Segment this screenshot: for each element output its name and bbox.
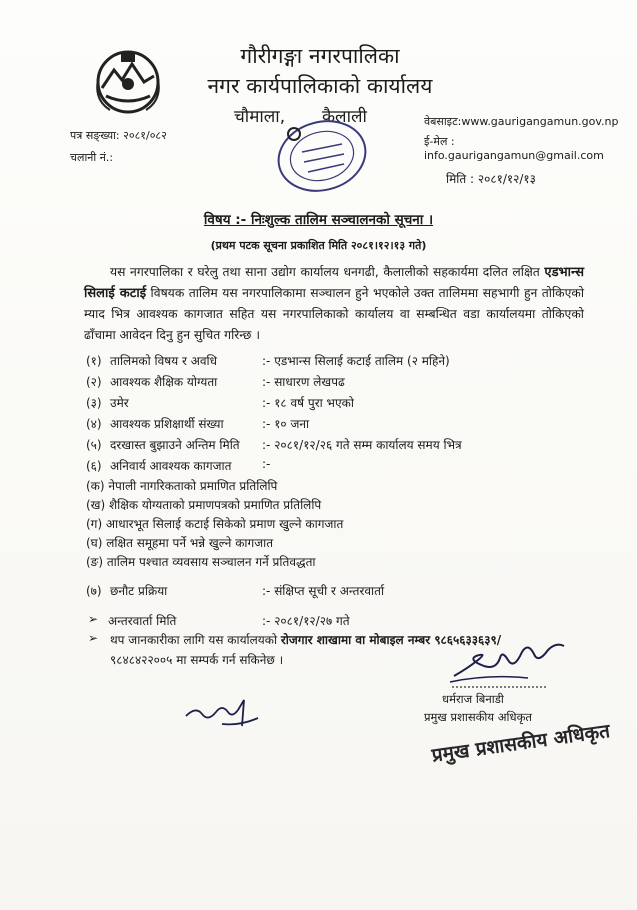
government-emblem-icon (88, 40, 168, 120)
letter-date: मिति : २०८१/१२/१३ (446, 172, 536, 186)
designation-stamp: प्रमुख प्रशासकीय अधिकृत (430, 719, 612, 767)
contact-line-2: ९८४८४२२००५ मा सम्पर्क गर्न सकिनेछ । (110, 653, 284, 667)
detail-num: (१) (86, 354, 102, 368)
interview-label: अन्तरवार्ता मिति (108, 614, 177, 628)
contact-intro: थप जानकारीका लागि यस कार्यालयको (110, 633, 281, 647)
selection-value: :- संक्षिप्त सूची र अन्तरवार्ता (262, 584, 385, 598)
document-item: (ङ) तालिम पश्चात व्यवसाय सञ्चालन गर्ने प्रतिवद्धता (86, 555, 316, 569)
detail-value: :- २०८१/१२/२६ गते सम्म कार्यालय समय भित्र (262, 438, 462, 452)
detail-label: उमेर (110, 396, 129, 410)
document-item: (ग) आधारभूत सिलाई कटाई सिकेको प्रमाण खुल्ने कागजात (86, 517, 344, 531)
detail-value: :- १० जना (262, 417, 310, 431)
document-item: (क) नेपाली नागरिकताको प्रमाणित प्रतिलिपि (86, 479, 278, 493)
arrow-bullet-icon: ➢ (88, 631, 99, 645)
left-signature-icon (182, 696, 262, 732)
signature-dotted-line (452, 684, 548, 690)
detail-label: आवश्यक शैक्षिक योग्यता (110, 375, 218, 389)
office-stamp-icon (272, 116, 372, 196)
dispatch-number: चलानी नं.: (70, 151, 114, 164)
first-publication-note: (प्रथम पटक सूचना प्रकाशित मिति २०८१।१२।१३ गते) (210, 239, 427, 252)
body-part2: विषयक तालिम यस नगरपालिकामा सञ्चालन हुने भएकोले उक्त तालिममा सहभागी हुन तोकिएको म्याद भित्र आवश्यक कागजात सहित यस नगरपालिकाको कार्यालय वा सम्बन्धित वडा कार्यालयमा तोकिएको ढाँचामा आवेदन दिनु हुन सुचित गरिन्छ । (84, 286, 585, 342)
detail-value: :- एडभान्स सिलाई कटाई तालिम (२ महिने) (262, 354, 450, 368)
detail-num: (२) (86, 375, 102, 389)
detail-label: अनिवार्य आवश्यक कागजात (110, 459, 232, 473)
interview-date: :- २०८१/१२/२७ गते (262, 614, 350, 628)
detail-num: (६) (86, 459, 102, 473)
contact-line (110, 631, 501, 648)
detail-label: तालिमको विषय र अवधि (110, 354, 218, 368)
detail-num: (३) (86, 396, 102, 410)
body-paragraph (84, 262, 584, 346)
document-item: (घ) लक्षित समूहमा पर्ने भन्ने खुल्ने कागजात (86, 536, 274, 550)
website: वेबसाइट:www.gaurigangamun.gov.np (424, 115, 619, 128)
selection-num: (७) (86, 584, 102, 598)
subject-line: विषय :- निःशुल्क तालिम सञ्चालनको सूचना । (203, 212, 434, 228)
detail-label: दरखास्त बुझाउने अन्तिम मिति (110, 438, 240, 452)
detail-value: :- साधारण लेखपढ (262, 375, 345, 389)
place-kailali: कैलाली (322, 107, 367, 127)
office-name: नगर कार्यपालिकाको कार्यालय (207, 74, 433, 98)
reference-number: पत्र सङ्ख्या: २०८१/०८२ (70, 129, 167, 142)
document-item: (ख) शैक्षिक योग्यताको प्रमाणपत्रको प्रमाणित प्रतिलिपि (86, 498, 322, 512)
detail-num: (४) (86, 417, 102, 431)
place-chaumala: चौमाला, (234, 107, 286, 127)
signatory-title: प्रमुख प्रशासकीय अधिकृत (424, 710, 532, 724)
detail-label: आवश्यक प्रशिक्षार्थी संख्या (110, 417, 224, 431)
contact-numbers: रोजगार शाखामा वा मोबाइल नम्बर ९८६५६३३६३९/ (280, 633, 502, 647)
signatory-name: धर्मराज बिनाडी (442, 692, 504, 706)
detail-value: :- १८ वर्ष पुरा भएको (262, 396, 354, 410)
detail-value: :- (262, 457, 271, 471)
email: ई-मेल : info.gaurigangamun@gmail.com (424, 135, 604, 162)
org-name: गौरीगङ्गा नगरपालिका (240, 44, 400, 68)
arrow-bullet-icon: ➢ (88, 612, 99, 626)
body-training-name: एडभान्स सिलाई कटाई (84, 265, 584, 301)
officer-signature-icon (448, 638, 568, 684)
body-part1: यस नगरपालिका र घरेलु तथा साना उद्योग कार्यालय धनगढी, कैलालीको सहकार्यमा दलित लक्षित (110, 265, 540, 279)
detail-num: (५) (86, 438, 102, 452)
selection-label: छनौट प्रक्रिया (110, 584, 168, 598)
